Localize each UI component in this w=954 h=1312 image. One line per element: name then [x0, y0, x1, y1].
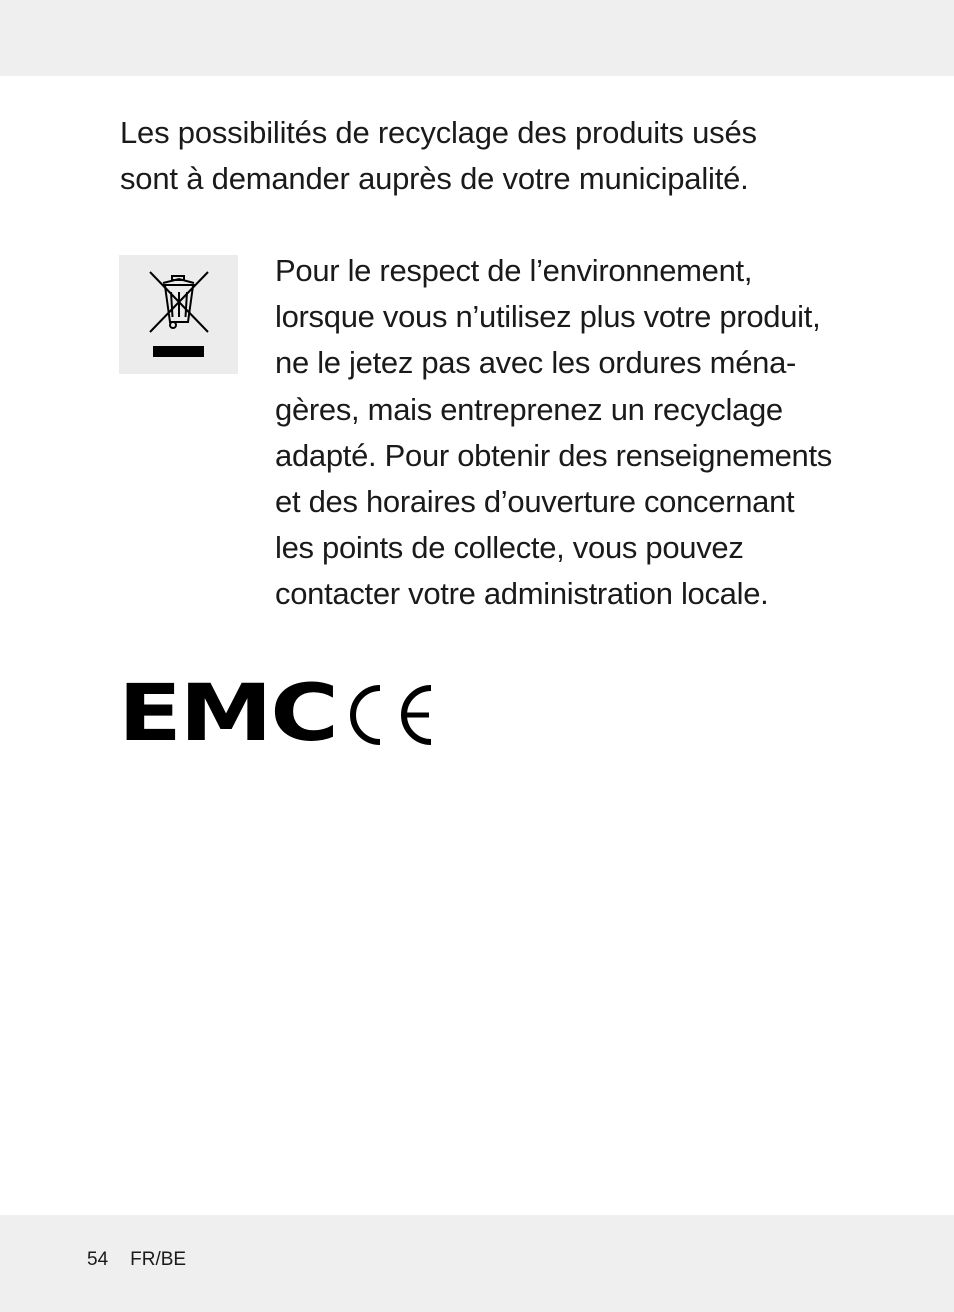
- disposal-line: et des horaires d’ouverture concernant: [275, 484, 795, 520]
- intro-line-2: sont à demander auprès de votre municipalité.: [120, 161, 749, 196]
- disposal-line: gères, mais entreprenez un recyclage: [275, 391, 783, 427]
- weee-symbol-box: [119, 255, 238, 374]
- disposal-line: les points de collecte, vous pouvez: [275, 530, 744, 566]
- disposal-line: adapté. Pour obtenir des renseignements: [275, 437, 833, 473]
- page-number: 54: [87, 1249, 109, 1270]
- disposal-line: lorsque vous n’utilisez plus votre produit,: [275, 299, 821, 335]
- intro-line-1: Les possibilités de recyclage des produits usés: [120, 115, 757, 150]
- disposal-line: ne le jetez pas avec les ordures ména-: [275, 345, 797, 381]
- disposal-line: contacter votre administration locale.: [275, 576, 769, 612]
- recycling-intro-paragraph: [120, 110, 840, 202]
- disposal-paragraph: [275, 248, 855, 618]
- disposal-line: Pour le respect de l’environnement,: [275, 253, 753, 288]
- ce-mark-icon: [348, 685, 438, 745]
- page-footer: [87, 1247, 186, 1273]
- locale-label: FR/BE: [130, 1249, 187, 1270]
- crossed-out-wheelie-bin-icon: [119, 255, 238, 374]
- header-band: [0, 0, 954, 76]
- emc-logo: EMC: [118, 669, 337, 759]
